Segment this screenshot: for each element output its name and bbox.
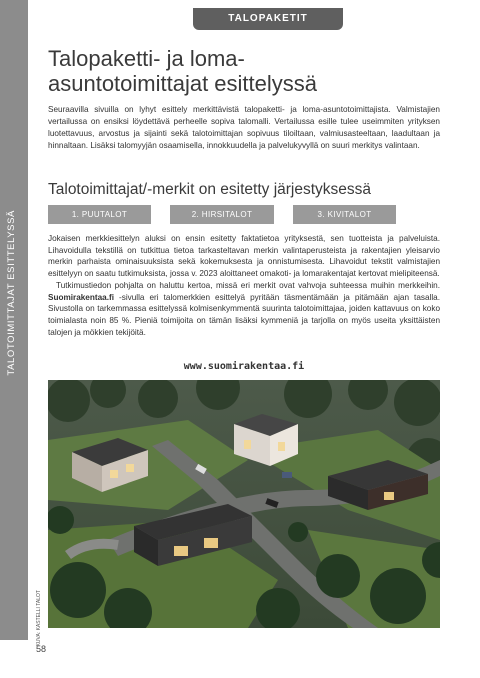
subheading: Talotoimittajat/-merkit on esitetty järjestyksessä	[48, 181, 372, 198]
photo-credit: KUVA: KASTELLI TALOT	[36, 590, 42, 647]
page-title: Talopaketti- ja loma-asuntotoimittajat esittelyssä	[48, 46, 318, 96]
house-area-photo	[48, 380, 440, 628]
website-link[interactable]: www.suomirakentaa.fi	[183, 361, 305, 372]
body-paragraph-1: Jokaisen merkkiesittelyn aluksi on ensin esitetty faktatietoa yrityksestä, sen tuotteista ja palveluista. Lihavoidulla tekstillä on tutkittua tietoa tarkasteltavan merkin valintaperusteista ja rakentajien yleisarvio merkin parhaista ominaisuuksista sekä kokemuksesta ja onnistumisesta. Lihavoidut tekstit valmistajien esittelyyn on saatu tutkimuksista, jossa v. 2023 aloittaneet omakoti- ja lomarakentajat kertovat mielipiteensä.	[48, 234, 440, 279]
category-button-hirsitalot[interactable]: 2. HIRSITALOT	[170, 205, 274, 224]
category-button-kivitalot[interactable]: 3. KIVITALOT	[293, 205, 396, 224]
brand-name: Suomirakentaa.fi	[48, 292, 114, 302]
intro-paragraph: Seuraavilla sivuilla on lyhyt esittely merkittävistä talopaketti- ja loma-asuntotoimittajista. Valmistajien vertailussa on ensiksi löydettävä perheelle sopiva talomalli. Vertailussa esille tulee useimmiten yrityksen luotettavuus, arvostus ja sijainti sekä talotoimittajan sopivuus tiloiltaan, valmiusasteeltaan, laadultaan ja hinnaltaan. Lisäksi talomyyjän osaamisella, innokkuudella ja palvelukyvyllä on suuri merkitys valintaan.	[48, 105, 440, 150]
body-p2-text-b: -sivulla eri talomerkkien esittelyä pyritään täsmentämään ja pitämään ajan tasalla. Sivustolla on tarkemmassa esittelyssä kolmisenkymmentä suurinta talotoimittajaa, joiden kattavuus on koko toimialasta noin 85 %. Pieniä toimijoita on tämän lisäksi kymmeniä ja tarjolla on myös useita yksittäisten talojen ja mökkien tekijöitä.	[48, 292, 440, 337]
page-number: 58	[36, 644, 47, 654]
category-button-puutalot[interactable]: 1. PUUTALOT	[48, 205, 151, 224]
side-label: TALOTOIMITTAJAT ESITTELYSSÄ	[6, 210, 17, 376]
body-text	[48, 233, 440, 338]
section-tab: TALOPAKETIT	[193, 8, 343, 30]
body-paragraph-2	[48, 280, 440, 339]
body-p2-text-a: Tutkimustiedon pohjalta on haluttu kertoa, missä eri merkit ovat vahvoja suhteessa muihin merkkeihin.	[56, 280, 440, 290]
